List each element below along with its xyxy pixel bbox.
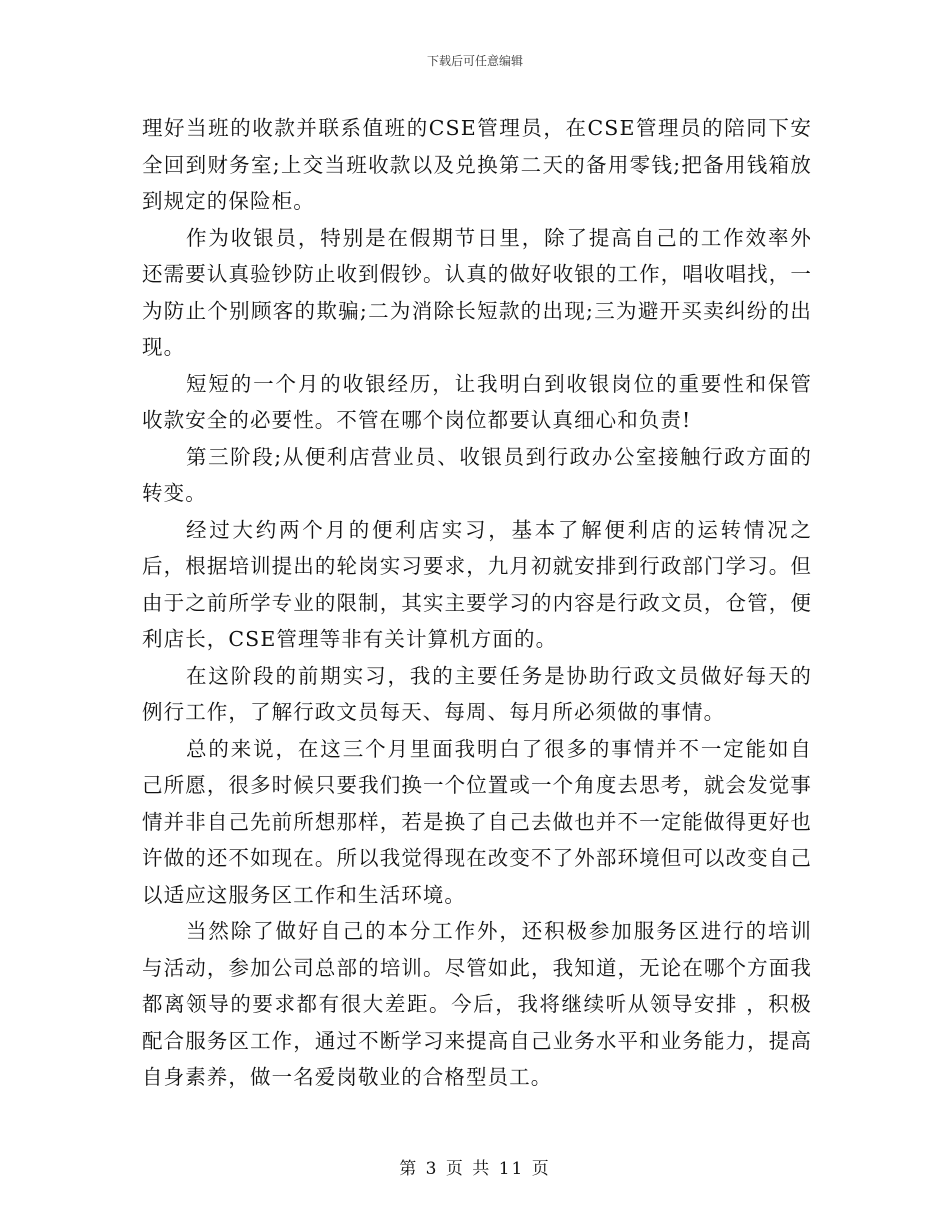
paragraph-stage-three-heading: 第三阶段;从便利店营业员、收银员到行政办公室接触行政方面的转变。 <box>142 444 812 505</box>
document-body <box>142 110 812 1096</box>
page-number: 第 3 页 共 11 页 <box>399 1159 551 1179</box>
paragraph-early-internship: 在这阶段的前期实习，我的主要任务是协助行政文员做好每天的例行工作，了解行政文员每天、每周、每月所必须做的事情。 <box>142 663 812 724</box>
paragraph-cashier-duties: 作为收银员，特别是在假期节日里，除了提高自己的工作效率外还需要认真验钞防止收到假钞。认真的做好收银的工作，唱收唱找，一为防止个别顾客的欺骗;二为消除长短款的出现;三为避开买卖纠纷的出现。 <box>142 225 812 359</box>
paragraph-training: 当然除了做好自己的本分工作外，还积极参加服务区进行的培训与活动，参加公司总部的培训。尽管如此，我知道，无论在哪个方面我都离领导的要求都有很大差距。今后，我将继续听从领导安排 ，积极配合服务区工作，通过不断学习来提高自己业务水平和业务能力，提高自身素养，做一名爱岗敬业的合格型员工。 <box>142 919 812 1089</box>
paragraph-summary: 总的来说，在这三个月里面我明白了很多的事情并不一定能如自己所愿，很多时候只要我们换一个位置或一个角度去思考，就会发觉事情并非自己先前所想那样，若是换了自己去做也并不一定能做得更好也许做的还不如现在。所以我觉得现在改变不了外部环境但可以改变自己以适应这服务区工作和生活环境。 <box>142 736 812 907</box>
paragraph-cashier-experience: 短短的一个月的收银经历，让我明白到收银岗位的重要性和保管收款安全的必要性。不管在哪个岗位都要认真细心和负责! <box>142 371 812 432</box>
page-header-note: 下载后可任意编辑 <box>426 54 523 68</box>
paragraph-rotation: 经过大约两个月的便利店实习，基本了解便利店的运转情况之后，根据培训提出的轮岗实习要求，九月初就安排到行政部门学习。但由于之前所学专业的限制，其实主要学习的内容是行政文员，仓管，便利店长，CSE管理等非有关计算机方面的。 <box>142 517 812 651</box>
paragraph-continuation: 理好当班的收款并联系值班的CSE管理员，在CSE管理员的陪同下安全回到财务室;上交当班收款以及兑换第二天的备用零钱;把备用钱箱放到规定的保险柜。 <box>142 116 812 213</box>
